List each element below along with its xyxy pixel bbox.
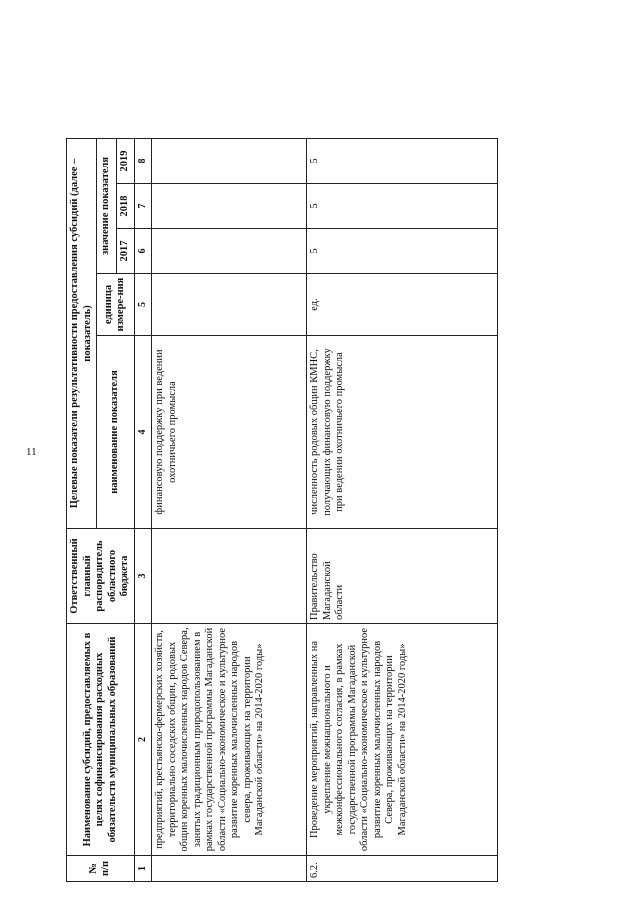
table-row <box>307 31 498 881</box>
row-num: 6.2. <box>307 856 498 882</box>
row-subsidy: предприятий, крестьянско-фермерских хозяйств, территориально соседских общин, родовых общин коренных малочисленных народов Севера, занятых традиционным природопользованием в рамках государственной программы Магаданской области «Социально-экономическое и культурное развитие коренных малочисленных народов севера, проживающих на территории Магаданской области» на 2014-2020 годы» <box>152 624 307 856</box>
row-value-2017: 5 <box>307 229 498 274</box>
header-subsidy: Наименование субсидий, предоставляемых в целях софинансирования расходных обязательств муниципальных образований <box>67 624 135 856</box>
header-num: № п/п <box>67 856 135 882</box>
col-num: 5 <box>134 274 152 336</box>
header-values-group: значение показателя <box>97 138 117 273</box>
blank-margin-cell <box>67 31 498 138</box>
col-num: 7 <box>134 184 152 229</box>
table-row <box>152 31 307 881</box>
row-responsible <box>152 529 307 624</box>
row-value-2018 <box>152 184 307 229</box>
column-number-row <box>134 31 152 881</box>
header-indicator-name: наименование показателя <box>97 336 135 529</box>
row-value-2018: 5 <box>307 184 498 229</box>
col-num: 2 <box>134 624 152 856</box>
row-value-2019 <box>152 138 307 183</box>
header-row-1 <box>67 31 97 881</box>
row-unit <box>152 274 307 336</box>
header-unit: единица измере-ния <box>97 274 135 336</box>
row-value-2017 <box>152 229 307 274</box>
col-num: 4 <box>134 336 152 529</box>
row-indicator: финансовую поддержку при ведении охотничьего промысла <box>152 336 307 529</box>
header-year-2017: 2017 <box>117 229 135 274</box>
rotated-table-container <box>66 32 581 882</box>
subsidies-table <box>66 31 498 882</box>
header-year-2018: 2018 <box>117 184 135 229</box>
row-value-2019: 5 <box>307 138 498 183</box>
header-year-2019: 2019 <box>117 138 135 183</box>
row-subsidy: Проведение мероприятий, направленных на укрепление межнационального и межконфессионального согласия, в рамках государственной программы Магаданской области «Социально-экономическое и культурное развитие коренных малочисленных народов Севера, проживающих на территории Магаданской области» на 2014-2020 годы» <box>307 624 498 856</box>
row-num <box>152 856 307 882</box>
header-responsible: Ответственный главный распорядитель областного бюджета <box>67 529 135 624</box>
page-number: 11 <box>26 446 37 458</box>
col-num: 3 <box>134 529 152 624</box>
header-indicators-group: Целевые показатели результативности предоставления субсидий (далее – показатель) <box>67 138 97 528</box>
col-num: 6 <box>134 229 152 274</box>
row-unit: ед. <box>307 274 498 336</box>
row-responsible: Правительство Магаданской области <box>307 529 498 624</box>
row-indicator: численность родовых общин КМНС, получающих финансовую поддержку при ведении охотничьего промысла <box>307 336 498 529</box>
col-num: 8 <box>134 138 152 183</box>
col-num: 1 <box>134 856 152 882</box>
